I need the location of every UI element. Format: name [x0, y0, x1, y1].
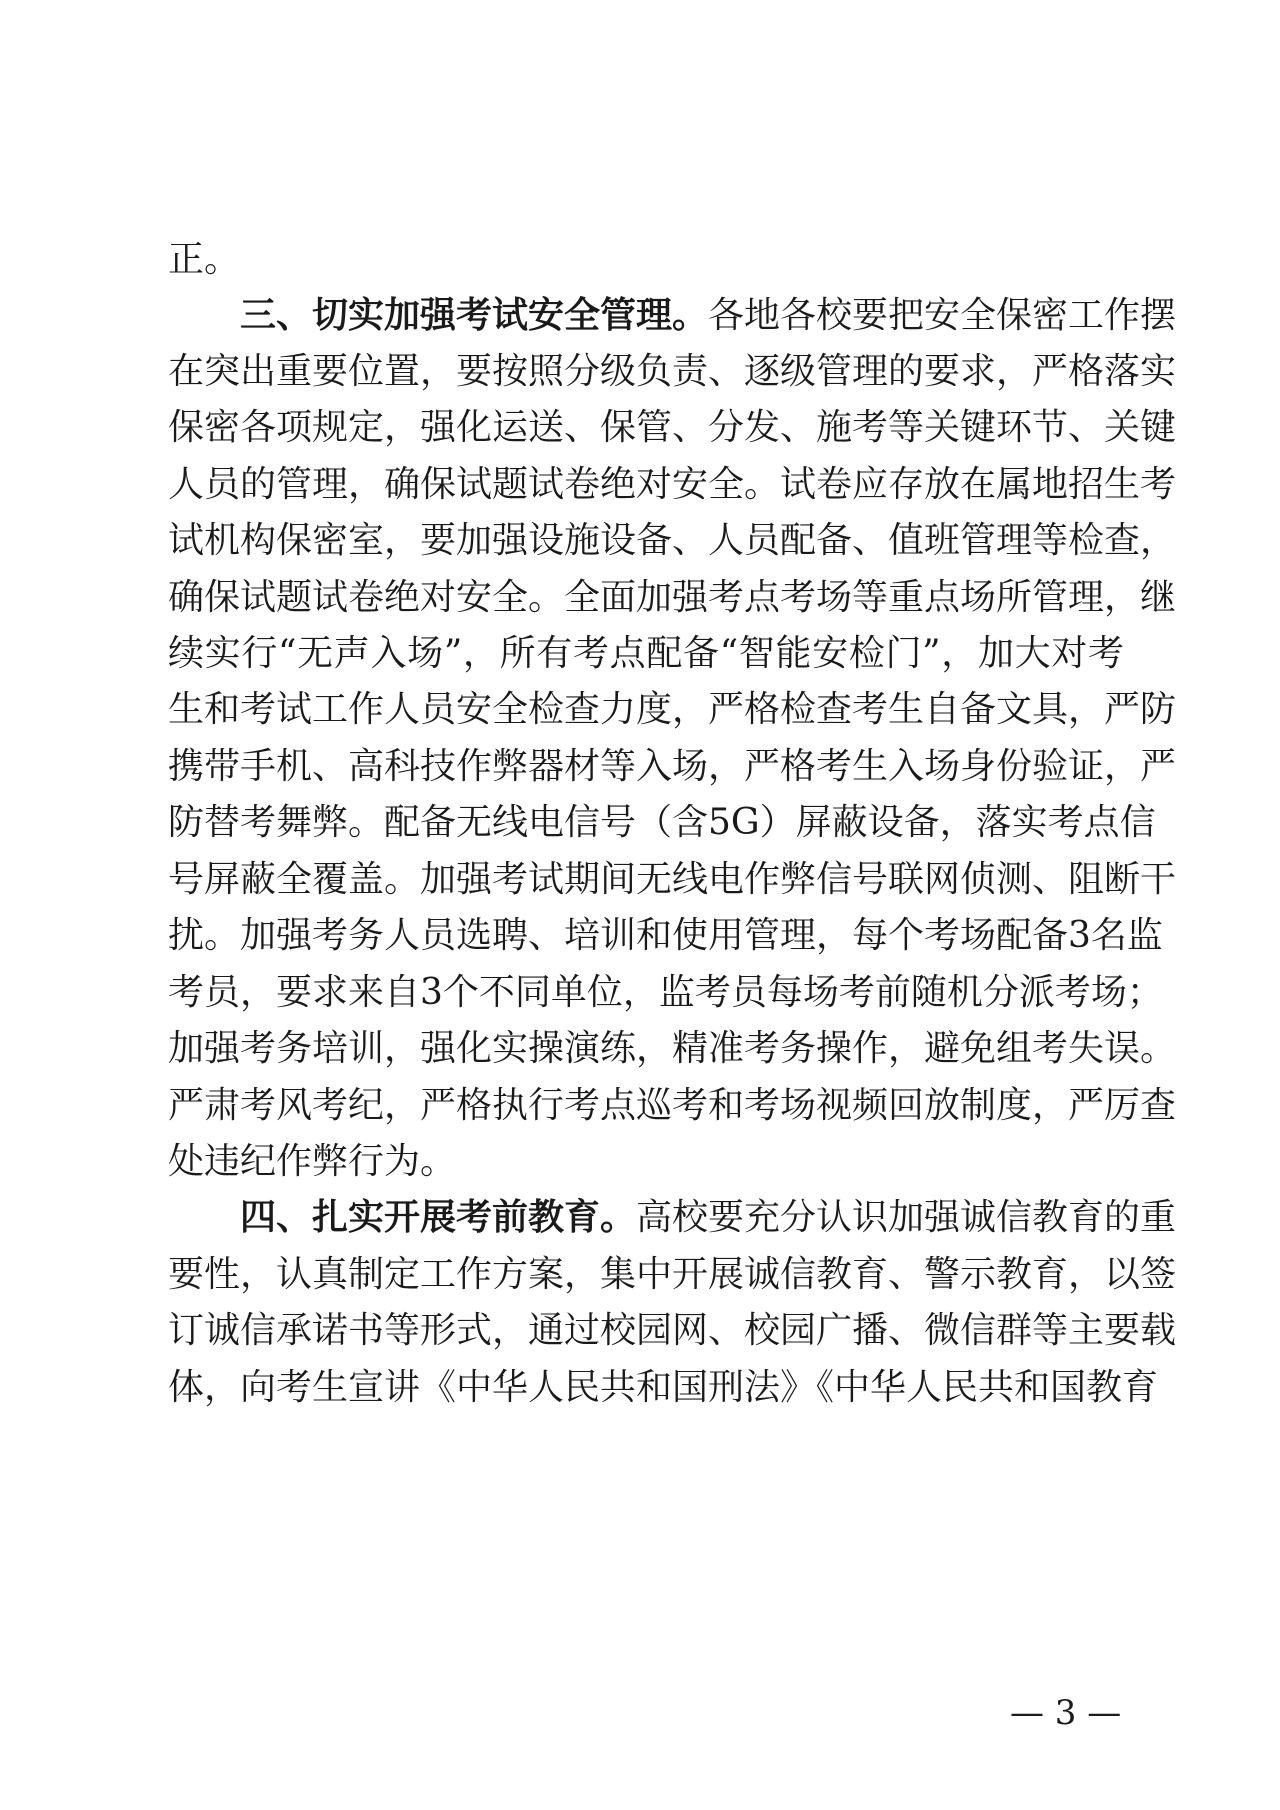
section-four-intro-text: 高校要充分认识加强诚信教育的重 — [636, 1197, 1177, 1238]
text-line: 体，向考生宣讲《中华人民共和国刑法》《中华人民共和国教育 — [168, 1367, 1159, 1408]
section-four-heading: 四、扎实开展考前教育。 — [240, 1197, 637, 1238]
text-line: 防替考舞弊。配备无线电信号（含5G）屏蔽设备，落实考点信 — [168, 802, 1156, 843]
section-three-heading: 三、切实加强考试安全管理。 — [240, 295, 709, 336]
text-line: 严肃考风考纪，严格执行考点巡考和考场视频回放制度，严厉查 — [168, 1085, 1177, 1126]
text-line: 保密各项规定，强化运送、保管、分发、施考等关键环节、关键 — [168, 407, 1177, 448]
text-line: 携带手机、高科技作弊器材等入场，严格考生入场身份验证，严 — [168, 746, 1177, 787]
text-line: 人员的管理，确保试题试卷绝对安全。试卷应存放在属地招生考 — [168, 464, 1177, 505]
text-line: 续实行“无声入场”，所有考点配备“智能安检门”，加大对考 — [168, 633, 1124, 674]
text-line: 确保试题试卷绝对安全。全面加强考点考场等重点场所管理，继 — [168, 577, 1177, 618]
text-line: 考员，要求来自3个不同单位，监考员每场考前随机分派考场； — [168, 972, 1163, 1013]
text-line: 生和考试工作人员安全检查力度，严格检查考生自备文具，严防 — [168, 689, 1177, 730]
text-line: 扰。加强考务人员选聘、培训和使用管理，每个考场配备3名监 — [168, 915, 1163, 956]
text-line: 在突出重要位置，要按照分级负责、逐级管理的要求，严格落实 — [168, 351, 1177, 392]
text-line: 要性，认真制定工作方案，集中开展诚信教育、警示教育，以签 — [168, 1254, 1177, 1295]
text-line: 订诚信承诺书等形式，通过校园网、校园广播、微信群等主要载 — [168, 1310, 1177, 1351]
text-line-paragraph-end: 处违纪作弊行为。 — [168, 1141, 457, 1182]
text-line-continuation: 正。 — [168, 239, 241, 280]
text-line: 号屏蔽全覆盖。加强考试期间无线电作弊信号联网侦测、阻断干 — [168, 859, 1177, 900]
text-line: 试机构保密室，要加强设施设备、人员配备、值班管理等检查， — [168, 520, 1177, 561]
page-number: — 3 — — [1010, 1693, 1122, 1733]
text-line: 加强考务培训，强化实操演练，精准考务操作，避免组考失误。 — [168, 1028, 1177, 1069]
section-three-intro-text: 各地各校要把安全保密工作摆 — [708, 295, 1177, 336]
